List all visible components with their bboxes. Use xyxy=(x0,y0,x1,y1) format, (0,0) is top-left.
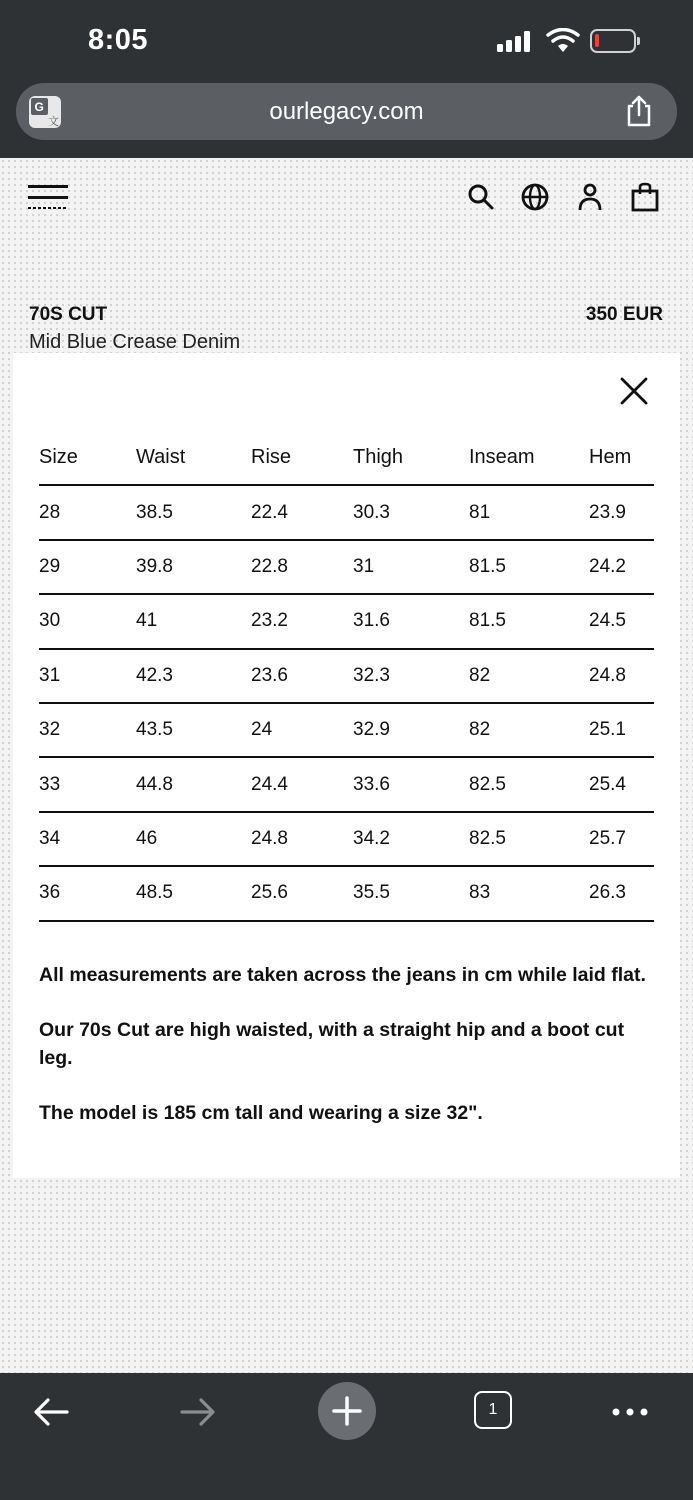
cell-hem: 24.5 xyxy=(589,594,654,648)
address-bar[interactable] xyxy=(16,83,677,140)
tab-switcher-button[interactable]: 1 xyxy=(474,1391,512,1429)
cell-waist: 46 xyxy=(136,812,251,866)
table-row xyxy=(39,649,654,703)
cell-hem: 23.9 xyxy=(589,485,654,539)
cell-inseam: 82.5 xyxy=(469,812,589,866)
cell-thigh: 35.5 xyxy=(353,866,469,920)
forward-arrow-icon[interactable] xyxy=(176,1390,220,1434)
cell-rise: 23.6 xyxy=(251,649,353,703)
cell-waist: 41 xyxy=(136,594,251,648)
note-model: The model is 185 cm tall and wearing a size 32". xyxy=(39,1102,483,1124)
cellular-signal-icon xyxy=(497,30,537,52)
cell-inseam: 82.5 xyxy=(469,757,589,811)
column-header-inseam: Inseam xyxy=(469,431,589,485)
cell-rise: 23.2 xyxy=(251,594,353,648)
plus-icon xyxy=(331,1395,363,1427)
column-header-rise: Rise xyxy=(251,431,353,485)
cell-hem: 25.7 xyxy=(589,812,654,866)
cell-size: 32 xyxy=(39,703,136,757)
column-header-thigh: Thigh xyxy=(353,431,469,485)
cell-thigh: 33.6 xyxy=(353,757,469,811)
cell-thigh: 32.9 xyxy=(353,703,469,757)
url-text[interactable]: ourlegacy.com xyxy=(269,98,424,125)
cell-inseam: 83 xyxy=(469,866,589,920)
table-row xyxy=(39,594,654,648)
cell-waist: 38.5 xyxy=(136,485,251,539)
cell-thigh: 31 xyxy=(353,540,469,594)
wifi-icon xyxy=(546,28,580,54)
cell-size: 34 xyxy=(39,812,136,866)
cell-size: 36 xyxy=(39,866,136,920)
svg-text:文: 文 xyxy=(48,115,59,128)
table-row xyxy=(39,866,654,920)
cell-inseam: 81.5 xyxy=(469,594,589,648)
browser-top-bar xyxy=(0,0,693,158)
cell-inseam: 81.5 xyxy=(469,540,589,594)
column-header-hem: Hem xyxy=(589,431,654,485)
site-header xyxy=(0,158,693,248)
svg-text:G: G xyxy=(34,100,44,114)
table-row xyxy=(39,540,654,594)
cell-thigh: 30.3 xyxy=(353,485,469,539)
table-row xyxy=(39,812,654,866)
table-row xyxy=(39,703,654,757)
table-row xyxy=(39,485,654,539)
cell-thigh: 31.6 xyxy=(353,594,469,648)
note-measurements: All measurements are taken across the jeans in cm while laid flat. xyxy=(39,964,646,986)
cell-size: 29 xyxy=(39,540,136,594)
column-header-size: Size xyxy=(39,431,136,485)
size-table xyxy=(39,431,654,922)
new-tab-button[interactable] xyxy=(318,1382,376,1440)
status-time: 8:05 xyxy=(88,24,149,56)
cell-size: 28 xyxy=(39,485,136,539)
menu-icon[interactable] xyxy=(28,185,68,211)
cell-size: 33 xyxy=(39,757,136,811)
size-guide-notes xyxy=(39,961,654,1154)
cell-inseam: 81 xyxy=(469,485,589,539)
cell-rise: 22.4 xyxy=(251,485,353,539)
cell-size: 30 xyxy=(39,594,136,648)
cell-inseam: 82 xyxy=(469,649,589,703)
cell-hem: 26.3 xyxy=(589,866,654,920)
cell-waist: 48.5 xyxy=(136,866,251,920)
browser-bottom-bar xyxy=(0,1373,693,1500)
search-icon[interactable] xyxy=(466,182,496,212)
bag-icon[interactable] xyxy=(630,182,660,212)
account-icon[interactable] xyxy=(575,182,605,212)
cell-size: 31 xyxy=(39,649,136,703)
back-arrow-icon[interactable] xyxy=(29,1390,73,1434)
note-fit: Our 70s Cut are high waisted, with a straight hip and a boot cut leg. xyxy=(39,1019,625,1069)
cell-inseam: 82 xyxy=(469,703,589,757)
more-icon[interactable] xyxy=(608,1390,652,1434)
cell-rise: 24.8 xyxy=(251,812,353,866)
cell-hem: 25.1 xyxy=(589,703,654,757)
cell-waist: 44.8 xyxy=(136,757,251,811)
product-price: 350 EUR xyxy=(585,304,663,325)
column-header-waist: Waist xyxy=(136,431,251,485)
cell-hem: 24.2 xyxy=(589,540,654,594)
cell-rise: 25.6 xyxy=(251,866,353,920)
cell-waist: 42.3 xyxy=(136,649,251,703)
cell-hem: 25.4 xyxy=(589,757,654,811)
globe-icon[interactable] xyxy=(520,182,550,212)
table-row xyxy=(39,757,654,811)
cell-hem: 24.8 xyxy=(589,649,654,703)
product-variant: Mid Blue Crease Denim xyxy=(29,331,241,353)
cell-thigh: 34.2 xyxy=(353,812,469,866)
close-icon[interactable] xyxy=(618,375,650,407)
cell-rise: 24 xyxy=(251,703,353,757)
table-header-row xyxy=(39,431,654,485)
cell-rise: 22.8 xyxy=(251,540,353,594)
product-name: 70S CUT xyxy=(29,304,108,325)
cell-waist: 39.8 xyxy=(136,540,251,594)
share-icon[interactable] xyxy=(623,94,655,128)
web-page xyxy=(0,158,693,1373)
cell-waist: 43.5 xyxy=(136,703,251,757)
cell-rise: 24.4 xyxy=(251,757,353,811)
cell-thigh: 32.3 xyxy=(353,649,469,703)
size-guide-modal xyxy=(13,353,680,1178)
battery-icon xyxy=(590,29,636,53)
